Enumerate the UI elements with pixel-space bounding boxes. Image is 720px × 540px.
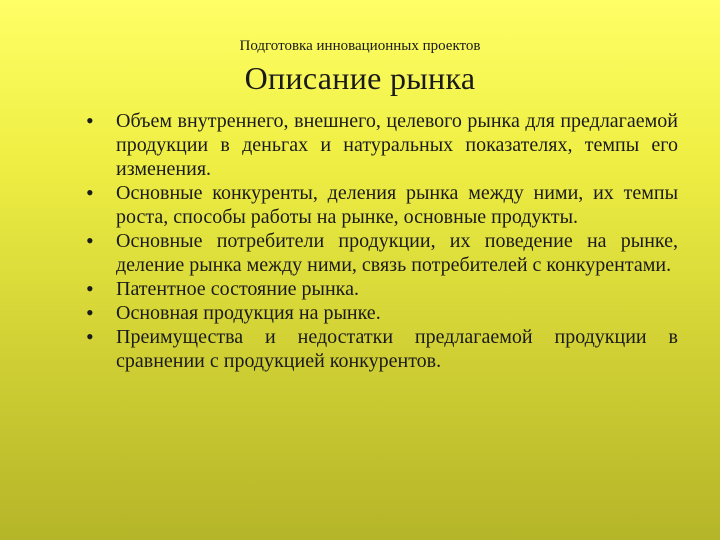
bullet-item — [86, 325, 678, 373]
bullet-marker: • — [86, 300, 94, 325]
bullet-marker: • — [86, 108, 94, 133]
bullet-text: Основная продукция на рынке. — [116, 302, 381, 324]
bullet-marker: • — [86, 324, 94, 349]
bullet-text: Основные конкуренты, деления рынка между ними, их темпы роста, способы работы на рынке, основные продукты. — [116, 182, 678, 228]
bullet-item — [86, 109, 678, 181]
bullet-text: Патентное состояние рынка. — [116, 278, 359, 300]
bullet-list — [86, 109, 678, 373]
bullet-marker: • — [86, 276, 94, 301]
bullet-item — [86, 277, 678, 301]
bullet-text: Преимущества и недостатки предлагаемой продукции в сравнении с продукцией конкурентов. — [116, 326, 678, 372]
bullet-text: Объем внутреннего, внешнего, целевого рынка для предлагаемой продукции в деньгах и натуральных показателях, темпы его изменения. — [116, 110, 678, 180]
bullet-item — [86, 301, 678, 325]
bullet-marker: • — [86, 180, 94, 205]
slide-title: Описание рынка — [244, 60, 476, 96]
bullet-item — [86, 181, 678, 229]
bullet-text: Основные потребители продукции, их поведение на рынке, деление рынка между ними, связь потребителей с конкурентами. — [116, 230, 678, 276]
bullet-marker: • — [86, 228, 94, 253]
slide-subtitle: Подготовка инновационных проектов — [239, 38, 481, 54]
bullet-item — [86, 229, 678, 277]
